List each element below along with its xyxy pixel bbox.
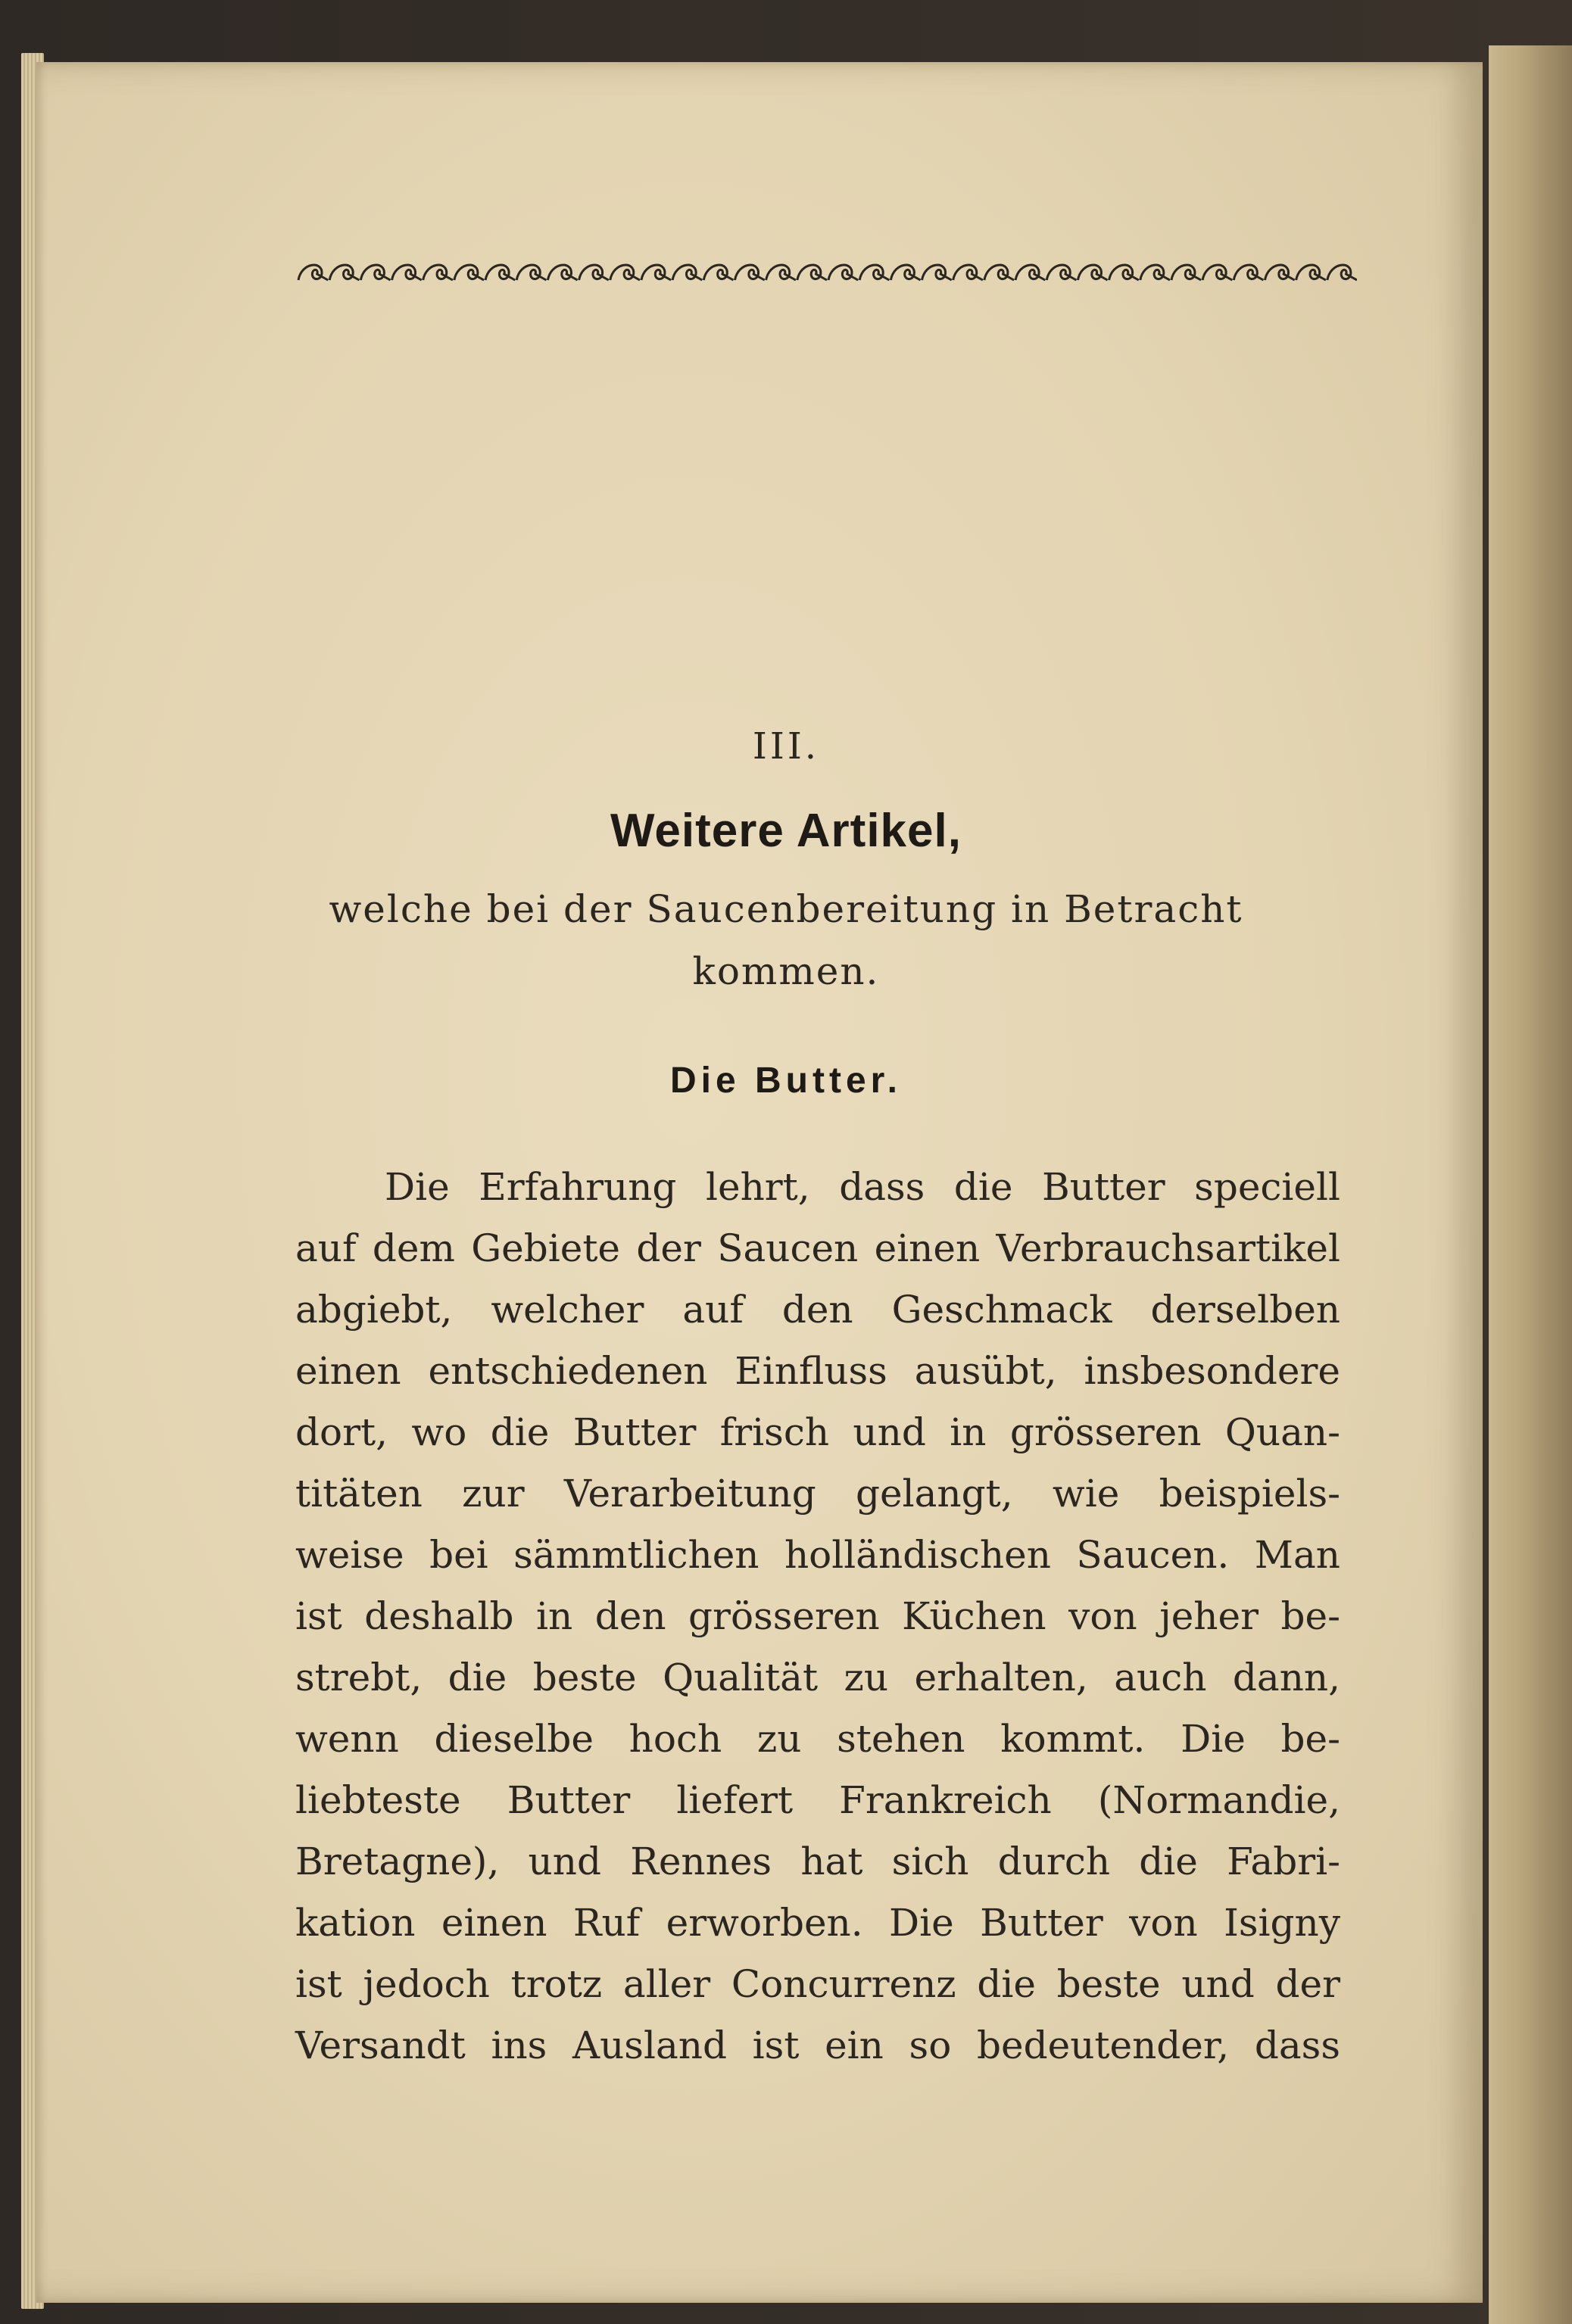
wave-ornament-icon (297, 257, 1357, 288)
wave-scroll-segment (703, 265, 733, 280)
wave-scroll-segment (579, 265, 609, 280)
wave-scroll-segment (1296, 265, 1326, 280)
wave-scroll-segment (298, 265, 328, 280)
text-line: kation einen Ruf erworben. Die Butter von Isigny (295, 1901, 1340, 1945)
wave-scroll-segment (766, 265, 796, 280)
wave-scroll-segment (454, 265, 484, 280)
wave-scroll-segment (641, 265, 671, 280)
wave-scroll-segment (1015, 265, 1045, 280)
wave-scroll-segment (516, 265, 546, 280)
wave-scroll-segment (1265, 265, 1294, 280)
wave-scroll-segment (735, 265, 764, 280)
text-line: ist deshalb in den grösseren Küchen von jeher be- (295, 1594, 1340, 1638)
wave-scroll-segment (890, 265, 920, 280)
body-paragraph (295, 1157, 1340, 2076)
wave-scroll-segment (1046, 265, 1076, 280)
wave-scroll-segment (610, 265, 640, 280)
wave-scroll-segment (360, 265, 390, 280)
text-line: wenn dieselbe hoch zu stehen kommt. Die be- (295, 1717, 1340, 1761)
text-line: abgiebt, welcher auf den Geschmack derselben (295, 1288, 1340, 1332)
wave-scroll-segment (1234, 265, 1263, 280)
section-heading: Die Butter. (669, 1061, 903, 1101)
chapter-subtitle-line: kommen. (692, 949, 880, 993)
book-spine (1489, 45, 1572, 2324)
text-line: Versandt ins Ausland ist ein so bedeutender, dass (295, 2023, 1340, 2067)
text-line: strebt, die beste Qualität zu erhalten, auch dann, (295, 1656, 1340, 1699)
wave-scroll-segment (329, 265, 359, 280)
text-line: Die Erfahrung lehrt, dass die Butter speciell (385, 1165, 1340, 1209)
wave-scroll-segment (1171, 265, 1201, 280)
text-line: titäten zur Verarbeitung gelangt, wie beispiels- (295, 1472, 1340, 1516)
wave-scroll-segment (953, 265, 983, 280)
text-line: Bretagne), und Rennes hat sich durch die Fabri- (295, 1840, 1340, 1883)
text-line: einen entschiedenen Einfluss ausübt, insbesondere (295, 1349, 1340, 1393)
wave-scroll-segment (922, 265, 952, 280)
wave-scroll-segment (1327, 265, 1357, 280)
wave-scroll-segment (1078, 265, 1107, 280)
text-line: liebteste Butter liefert Frankreich (Normandie, (295, 1778, 1340, 1822)
wave-scroll-segment (984, 265, 1014, 280)
chapter-subtitle-line: welche bei der Saucenbereitung in Betracht (329, 887, 1243, 931)
wave-scroll-segment (859, 265, 889, 280)
wave-scroll-segment (1202, 265, 1232, 280)
wave-scroll-segment (547, 265, 577, 280)
text-line: weise bei sämmtlichen holländischen Saucen. Man (295, 1533, 1340, 1577)
wave-scroll-segment (797, 265, 827, 280)
chapter-title: Weitere Artikel, (610, 805, 962, 857)
chapter-number: III. (752, 725, 820, 768)
text-line: auf dem Gebiete der Saucen einen Verbrauchsartikel (295, 1226, 1340, 1270)
wave-scroll-segment (828, 265, 858, 280)
wave-scroll-segment (672, 265, 702, 280)
wave-scroll-segment (423, 265, 453, 280)
wave-scroll-segment (392, 265, 422, 280)
wave-scroll-segment (1140, 265, 1170, 280)
wave-scroll-segment (485, 265, 515, 280)
text-line: ist jedoch trotz aller Concurrenz die beste und der (295, 1962, 1340, 2006)
text-line: dort, wo die Butter frisch und in grösseren Quan- (295, 1410, 1340, 1454)
wave-scroll-segment (1109, 265, 1139, 280)
